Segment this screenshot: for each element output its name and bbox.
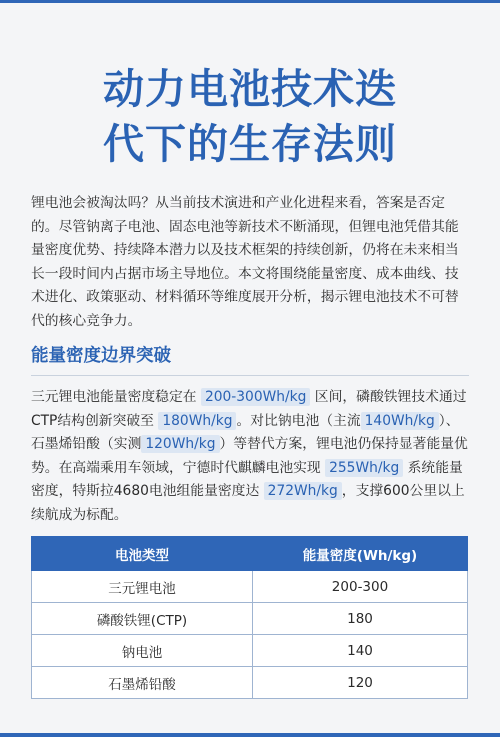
intro-paragraph: 锂电池会被淘汰吗？从当前技术演进和产业化进程来看，答案是否定的。尽管钠离子电池、固态电池等新技术不断涌现，但锂电池凭借其能量密度优势、持续降本潜力以及技术框架的持续创新，仍将在未来相当长一段时间内占据市场主导地位。本文将围绕能量密度、成本曲线、技术进化、政策驱动、材料循环等维度展开分析，揭示锂电池技术不可替代的核心竞争力。	[31, 195, 459, 329]
table-cell: 钠电池	[32, 635, 253, 667]
title-line-2: 代下的生存法则	[103, 120, 397, 168]
top-accent-bar	[0, 0, 500, 3]
table-row	[32, 667, 468, 699]
table-row	[32, 603, 468, 635]
table-row	[32, 571, 468, 603]
table-cell: 200-300	[253, 571, 468, 603]
text-run: ，支撑600公里以上续航成为标配。	[31, 483, 465, 523]
table-header-row	[32, 537, 468, 571]
text-run: 系统能量密度，特斯拉4680电池组能量密度达	[31, 459, 463, 499]
text-run: ）、石墨烯铅酸（实测	[31, 412, 460, 452]
table-cell: 140	[253, 635, 468, 667]
text-run: ）等替代方案，锂电池仍保持显著能量优势。在高端乘用车领域，宁德时代麒麟电池实现	[31, 436, 468, 476]
text-run: 。对比钠电池（主流	[236, 412, 361, 429]
energy-density-table	[31, 536, 468, 699]
section-paragraph	[31, 386, 471, 527]
highlight-value: 140Wh/kg	[361, 412, 439, 430]
highlight-value: 272Wh/kg	[264, 482, 342, 500]
text-run: 区间，磷酸铁锂技术通过CTP结构创新突破至	[31, 389, 467, 429]
table-cell: 三元锂电池	[32, 571, 253, 603]
table-cell: 120	[253, 667, 468, 699]
bottom-accent-bar	[0, 733, 500, 737]
page-title	[0, 62, 500, 172]
table-cell: 180	[253, 603, 468, 635]
column-header: 电池类型	[32, 537, 253, 571]
table-row	[32, 635, 468, 667]
highlight-value: 200-300Wh/kg	[201, 388, 310, 406]
section-heading: 能量密度边界突破	[31, 346, 171, 366]
highlight-value: 180Wh/kg	[158, 412, 236, 430]
table-cell: 石墨烯铅酸	[32, 667, 253, 699]
highlight-value: 255Wh/kg	[325, 459, 403, 477]
column-header: 能量密度(Wh/kg)	[253, 537, 468, 571]
table-cell: 磷酸铁锂(CTP)	[32, 603, 253, 635]
title-line-1: 动力电池技术迭	[103, 65, 397, 113]
highlight-value: 120Wh/kg	[141, 435, 219, 453]
text-run: 三元锂电池能量密度稳定在	[31, 389, 197, 405]
section-header	[31, 343, 469, 376]
